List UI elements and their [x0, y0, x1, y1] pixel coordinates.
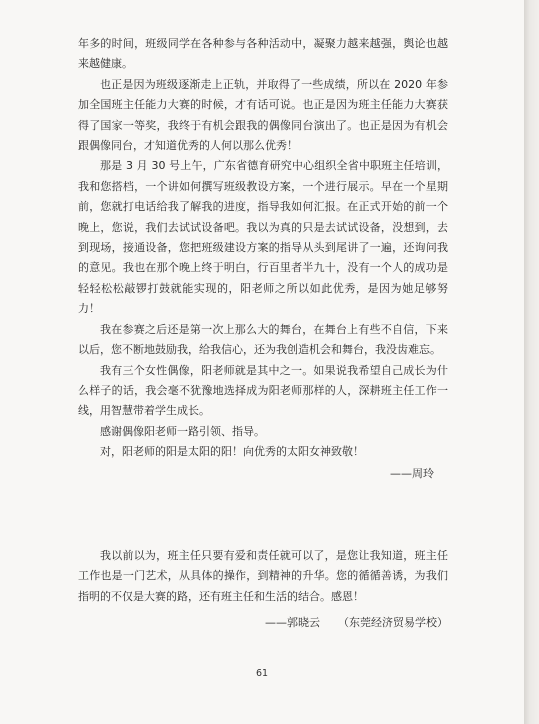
signature-zhou-ling: ——周玲	[390, 466, 434, 480]
paragraph-3: 那是 3 月 30 号上午，广东省德育研究中心组织全省中职班主任培训，我和您搭档，一个讲如何撰写班级教设方案，一个进行展示。早在一个星期前，您就打电话给我了解我的进度，指导我如何汇报。在正式开始的前一个晚上，您说，我们去试试设备吧。我以为真的只是去试试设备，没想到，去到现场，接通设备，您把班级建设方案的指导从头到尾讲了一遍，还询问我的意见。我也在那个晚上终于明白，行百里者半九十，没有一个人的成功是轻轻松松敲锣打鼓就能实现的，阳老师之所以如此优秀，是因为她足够努力！	[78, 159, 448, 316]
signature-name: ——郭晓云	[265, 616, 320, 630]
paragraph-6: 感谢偶像阳老师一路引领、指导。	[100, 424, 265, 438]
signature-school: （东莞经济贸易学校）	[338, 616, 448, 630]
page-number: 61	[255, 668, 269, 679]
article-section-1	[78, 34, 448, 484]
article-section-2	[78, 546, 448, 634]
signature-guo-xiaoyun	[78, 613, 448, 633]
paragraph-8: 我以前以为，班主任只要有爱和责任就可以了，是您让我知道，班主任工作也是一门艺术，从具体的操作，到精神的升华。您的循循善诱，为我们指明的不仅是大赛的路，还有班主任和生活的结合。感恩！	[78, 549, 448, 603]
paragraph-5: 我有三个女性偶像，阳老师就是其中之一。如果说我希望自己成长为什么样子的话，我会毫不犹豫地选择成为阳老师那样的人，深耕班主任工作一线，用智慧带着学生成长。	[78, 363, 448, 418]
paragraph-4: 我在参赛之后还是第一次上那么大的舞台，在舞台上有些不自信，下来以后，您不断地鼓励我，给我信心，还为我创造机会和舞台，我没齿难忘。	[78, 322, 448, 357]
paragraph-7: 对，阳老师的阳是太阳的阳！向优秀的太阳女神致敬！	[100, 445, 364, 459]
book-page-edge	[524, 0, 539, 724]
paragraph-1: 年多的时间，班级同学在各种参与各种活动中，凝聚力越来越强，舆论也越来越健康。	[78, 37, 448, 71]
paragraph-2: 也正是因为班级逐渐走上正轨，并取得了一些成绩，所以在 2020 年参加全国班主任能力大赛的时候，才有话可说。也正是因为班主任能力大赛获得了国家一等奖，我终于有机会跟我的偶像同台演出了。也正是因为有机会跟偶像同台，才知道优秀的人何以那么优秀！	[78, 77, 448, 153]
